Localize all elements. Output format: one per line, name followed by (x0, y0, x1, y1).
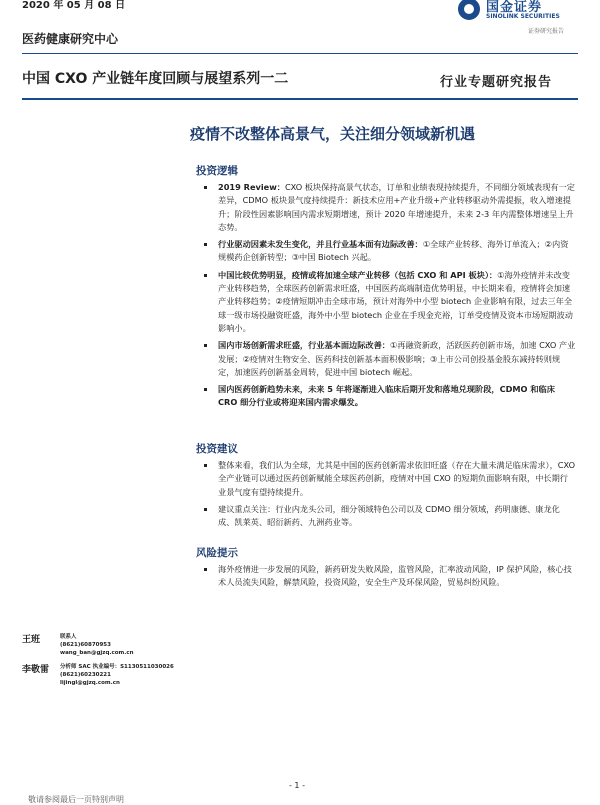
page-title: 疫情不改整体高景气，关注细分领域新机遇 (190, 125, 476, 143)
title-divider (22, 98, 578, 100)
bullet-icon (204, 186, 207, 189)
list-item (218, 563, 576, 590)
bullet-lead: 2019 Review： (218, 182, 285, 192)
list-item (218, 459, 576, 499)
list-item (218, 269, 576, 335)
bullet-text: 建议重点关注：行业内龙头公司，细分领域特色公司以及 CDMO 细分领域，药明康德、康龙化成、凯莱英、昭衍新药、九洲药业等。 (218, 503, 560, 528)
bullet-lead: 中国比较优势明显，疫情或将加速全球产业转移（包括 CXO 和 API 板块）： (218, 269, 498, 280)
bullet-icon (204, 508, 207, 511)
bullet-icon (204, 464, 207, 467)
logo-name-cn: 国金证券 (486, 0, 543, 15)
bullet-icon (204, 243, 207, 246)
author-phone: (8621)60230221 (60, 672, 111, 678)
bullet-icon (204, 568, 207, 571)
author-entry (22, 662, 202, 692)
bullet-text: 海外疫情进一步发展的风险，新药研发失败风险，监管风险，汇率波动风险，IP 保护风险，核心技术人员流失风险，解禁风险，投资风险，安全生产及环保风险，贸易纠纷风险。 (218, 564, 572, 588)
author-contact (60, 633, 134, 657)
author-phone: (8621)60870953 (60, 642, 111, 648)
author-role: 联系人 (60, 634, 77, 640)
author-email[interactable]: wang_ban@gjzq.com.cn (60, 650, 134, 656)
bullet-lead: 国内医药创新趋势未来，未来 5 年将逐渐进入临床后期开发和落地兑现阶段，CDMO 和临床 CRO 细分行业或将迎来国内需求爆发。 (218, 384, 555, 408)
list-item (218, 238, 576, 265)
section-heading-logic: 投资逻辑 (196, 165, 238, 177)
series-title: 中国 CXO 产业链年度回顾与展望系列一二 (22, 71, 289, 87)
bullet-text: ①再融资新政，活跃医药创新市场，加速 CXO 产业发展；②疫情对生物安全、医药科技创新基本面积极影响；③上市公司创投基金股东减持转则规定，加速医药创新基金周转，促进中国 biotech 崛起。 (218, 340, 576, 377)
list-item (218, 383, 576, 410)
logic-bullet-list (218, 181, 576, 414)
author-entry (22, 632, 202, 662)
list-item (218, 339, 576, 379)
bullet-text: ①全球产业转移、海外订单流入；②内资规模药企创新转型；③中国 Biotech 兴起。 (218, 239, 569, 263)
logo-name-en: SINOLINK SECURITIES (486, 13, 560, 20)
disclaimer-note: 敬请参阅最后一页特别声明 (28, 795, 124, 804)
list-item (218, 503, 576, 530)
bullet-lead: 国内市场创新需求旺盛，行业基本面边际改善： (218, 340, 390, 351)
risk-bullet-list (218, 563, 576, 594)
header-divider (22, 53, 578, 54)
logo-mark-icon (458, 0, 480, 20)
author-name: 王班 (22, 635, 41, 645)
bullet-icon (204, 344, 207, 347)
author-email[interactable]: lijingl@gjzq.com.cn (60, 680, 120, 686)
bullet-lead: 行业驱动因素未发生变化，并且行业基本面有边际改善： (218, 239, 423, 250)
author-contact (60, 663, 174, 687)
report-date: 2020 年 05 月 08 日 (22, 0, 126, 11)
section-heading-risk: 风险提示 (196, 547, 238, 559)
bullet-icon (204, 274, 207, 277)
page-number: - 1 - (289, 781, 305, 790)
section-heading-advice: 投资建议 (196, 443, 238, 455)
bullet-text: 整体来看，我们认为全球，尤其是中国的医药创新需求依旧旺盛（存在大量未满足临床需求），CXO 全产业链可以通过医药创新赋能全球医药创新，疫情对中国 CXO 的短期负面影响有限，中长期行业景气度有望持续提升。 (218, 460, 576, 497)
author-name: 李敬雷 (22, 665, 50, 675)
report-type: 行业专题研究报告 (440, 75, 553, 90)
author-role: 分析师 SAC 执业编号：S1130511030026 (60, 664, 174, 670)
author-block (22, 632, 202, 692)
advice-bullet-list (218, 459, 576, 533)
department-name: 医药健康研究中心 (22, 32, 119, 46)
bullet-icon (204, 388, 207, 391)
bullet-text: ①海外疫情并未改变产业转移趋势，全球医药创新需求旺盛，中国医药高端制造优势明显，中长期来看，疫情将会加速产业转移趋势；②疫情短期冲击全球市场，预计对海外中小型 biotech 企业影响有限，过去三年全球一级市场投融资旺盛，海外中小型 biotech 企业在手现金充裕，订单受疫情及资本市场短期波动影响小。 (218, 269, 573, 333)
logo-subtitle: 证券研究报告 (528, 28, 565, 35)
bullet-text: CXO 板块保持高景气状态，订单和业绩表现持续提升，不同细分领域表现有一定差异，CDMO 板块景气度持续提升：新技术应用+产业升级+产业转移驱动外需提振，收入增速提升；阶段性因素影响国内需求短期增速，预计 2020 年增速提升，未来 2-3 年内需整体增速呈上升态势。 (218, 182, 575, 232)
list-item (218, 181, 576, 234)
